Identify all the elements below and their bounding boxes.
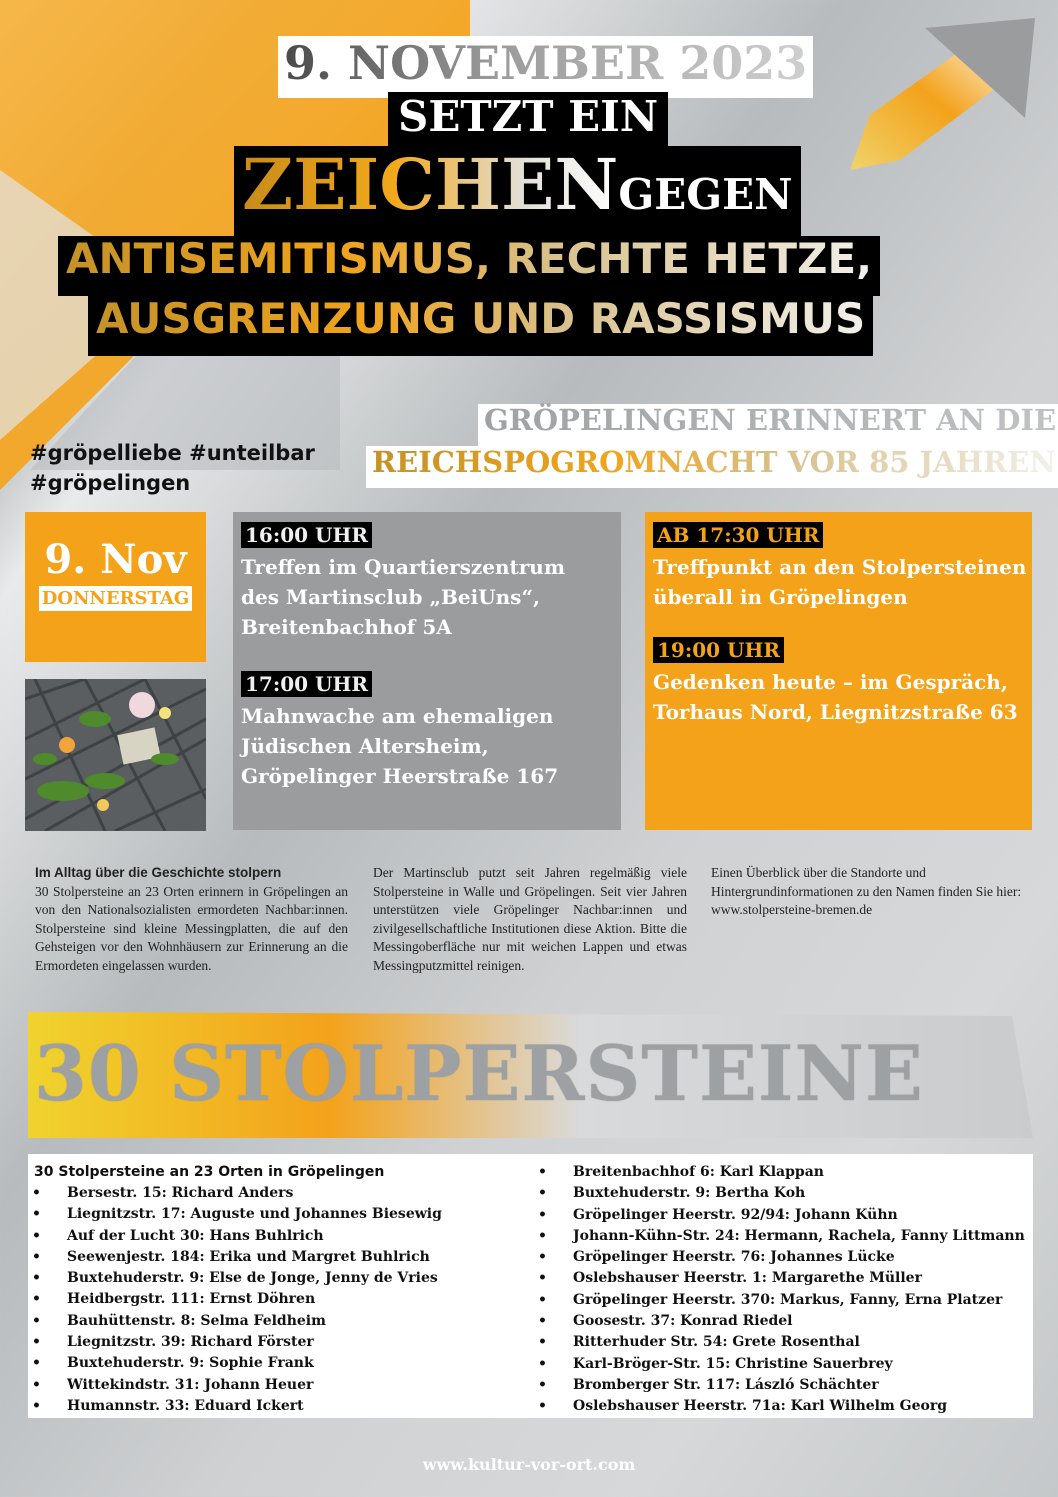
paragraph-col1-title: Im Alltag über die Geschichte stolpern bbox=[35, 865, 282, 880]
gegen-text: GEGEN bbox=[618, 170, 793, 219]
headline-line3 bbox=[58, 236, 880, 296]
list-item: • Johann-Kühn-Str. 24: Hermann, Rachela, Fanny Littmann bbox=[534, 1226, 1025, 1247]
headline-line3-text: ANTISEMITISMUS, RECHTE HETZE, bbox=[66, 234, 873, 283]
date-box bbox=[25, 512, 206, 662]
list-item: • Buxtehuderstr. 9: Sophie Frank bbox=[28, 1353, 442, 1374]
headline-line4-text: AUSGRENZUNG UND RASSISMUS bbox=[96, 294, 866, 343]
hashtag-line2: #gröpelingen bbox=[30, 471, 191, 495]
date-day: 9. Nov bbox=[44, 536, 187, 583]
list-item: • Heidbergstr. 111: Ernst Döhren bbox=[28, 1289, 442, 1310]
event-16-line3: Breitenbachhof 5A bbox=[241, 615, 452, 639]
list-item: • Gröpelinger Heerstr. 76: Johannes Lücke bbox=[534, 1247, 1025, 1268]
event-19-time: 19:00 UHR bbox=[653, 637, 784, 663]
list-item: • Humannstr. 33: Eduard Ickert bbox=[28, 1396, 442, 1417]
footer-url[interactable]: www.kultur-vor-ort.com bbox=[422, 1455, 636, 1474]
banner-title: 30 STOLPERSTEINE bbox=[34, 1029, 924, 1118]
list-item: • Ritterhuder Str. 54: Grete Rosenthal bbox=[534, 1332, 1025, 1353]
subheadline-line1-text: GRÖPELINGEN ERINNERT AN DIE bbox=[484, 403, 1057, 437]
zeichen-text: ZEICHEN bbox=[242, 143, 619, 226]
list-item: • Bersestr. 15: Richard Anders bbox=[28, 1183, 442, 1204]
arrow-icon bbox=[850, 18, 1035, 170]
list-item: • Seewenjestr. 184: Erika und Margret Buhlrich bbox=[28, 1247, 442, 1268]
headline-line4 bbox=[88, 296, 873, 356]
headline-date bbox=[278, 36, 813, 98]
events-right-box bbox=[645, 512, 1032, 830]
stolpersteine-list bbox=[28, 1154, 1033, 1418]
event-16-line1: Treffen im Quartierszentrum bbox=[241, 555, 565, 579]
list-item: • Bauhüttenstr. 8: Selma Feldheim bbox=[28, 1311, 442, 1332]
event-17-time: 17:00 UHR bbox=[241, 671, 372, 697]
headline-date-text: 9. NOVEMBER 2023 bbox=[284, 36, 808, 90]
subheadline-line2 bbox=[366, 446, 1058, 488]
list-item: • Auf der Lucht 30: Hans Buhlrich bbox=[28, 1226, 442, 1247]
list-item: • Wittekindstr. 31: Johann Heuer bbox=[28, 1375, 442, 1396]
event-1730-block bbox=[653, 522, 1026, 612]
list-item: • Buxtehuderstr. 9: Else de Jonge, Jenny de Vries bbox=[28, 1268, 442, 1289]
list-item: • Oslebshauser Heerstr. 1: Margarethe Müller bbox=[534, 1268, 1025, 1289]
event-16-line2: des Martinsclub „BeiUns“, bbox=[241, 585, 540, 609]
event-1730-line2: überall in Gröpelingen bbox=[653, 585, 908, 609]
event-17-line1: Mahnwache am ehemaligen bbox=[241, 704, 554, 728]
date-weekday-wrap bbox=[25, 586, 206, 611]
hashtags bbox=[30, 438, 315, 498]
list-item: • Buxtehuderstr. 9: Bertha Koh bbox=[534, 1183, 1025, 1204]
event-16-time: 16:00 UHR bbox=[241, 522, 372, 548]
list-item: • Karl-Bröger-Str. 15: Christine Sauerbrey bbox=[534, 1354, 1025, 1375]
list-right bbox=[534, 1162, 1025, 1418]
paragraph-col2 bbox=[373, 864, 687, 975]
subheadline-line2-text: REICHSPOGROMNACHT VOR 85 JAHREN bbox=[372, 445, 1056, 479]
headline-zeichen bbox=[234, 143, 801, 238]
list-item: • Breitenbachhof 6: Karl Klappan bbox=[534, 1162, 1025, 1183]
list-item: • Goosestr. 37: Konrad Riedel bbox=[534, 1311, 1025, 1332]
event-19-line2: Torhaus Nord, Liegnitzstraße 63 bbox=[653, 700, 1018, 724]
paragraph-col3 bbox=[711, 864, 1023, 920]
hashtag-line1: #gröpelliebe #unteilbar bbox=[30, 441, 315, 465]
event-19-block bbox=[653, 637, 1018, 727]
list-item: • Gröpelinger Heerstr. 370: Markus, Fanny, Erna Platzer bbox=[534, 1290, 1025, 1311]
paragraph-col1-text: 30 Stolpersteine an 23 Orten erinnern in Gröpelingen an von den Nationalsozialisten ermordeten Nachbar:innen. Stolpersteine sind kleine Messingplatten, die auf den Gehsteigen vor den Wohnhäusern zur Erinnerung an die Ermordeten eingelassen wurden. bbox=[35, 883, 348, 973]
headline-line1-text: SETZT EIN bbox=[398, 92, 659, 141]
event-16-block bbox=[241, 522, 565, 642]
paragraph-col3-text: Einen Überblick über die Standorte und Hintergrundinformationen zu den Namen finden Sie hier: www.stolpersteine-bremen.de bbox=[711, 865, 1022, 917]
event-1730-time: AB 17:30 UHR bbox=[653, 522, 823, 548]
list-heading: 30 Stolpersteine an 23 Orten in Gröpelingen bbox=[34, 1164, 385, 1180]
date-weekday: DONNERSTAG bbox=[39, 586, 193, 611]
event-17-line2: Jüdischen Altersheim, bbox=[241, 734, 489, 758]
list-item: • Gröpelinger Heerstr. 92/94: Johann Kühn bbox=[534, 1205, 1025, 1226]
events-left-box bbox=[233, 512, 621, 830]
list-item: • Bromberger Str. 117: László Schächter bbox=[534, 1375, 1025, 1396]
list-item: • Liegnitzstr. 17: Auguste und Johannes Biesewig bbox=[28, 1204, 442, 1225]
list-left bbox=[28, 1183, 442, 1417]
event-17-block bbox=[241, 671, 558, 791]
list-item: • Oslebshauser Heerstr. 71a: Karl Wilhelm Georg bbox=[534, 1396, 1025, 1417]
list-item: • Liegnitzstr. 39: Richard Förster bbox=[28, 1332, 442, 1353]
paragraph-col2-text: Der Martinsclub putzt seit Jahren regelmäßig viele Stolpersteine in Walle und Gröpelingen. Seit vier Jahren unterstützen viele Gröpelinger Nachbar:innen und zivilgesellschaftliche Institutionen diese Aktion. Bitte die Messingoberfläche nur mit weichen Lappen und etwas Messingputzmittel reinigen. bbox=[373, 865, 687, 973]
event-1730-line1: Treffpunkt an den Stolpersteinen bbox=[653, 555, 1027, 579]
paragraph-col1 bbox=[35, 864, 348, 975]
event-17-line3: Gröpelinger Heerstraße 167 bbox=[241, 764, 559, 788]
subheadline-line1 bbox=[478, 404, 1058, 446]
event-19-line1: Gedenken heute – im Gespräch, bbox=[653, 670, 1008, 694]
stolperstein-photo bbox=[25, 679, 206, 831]
